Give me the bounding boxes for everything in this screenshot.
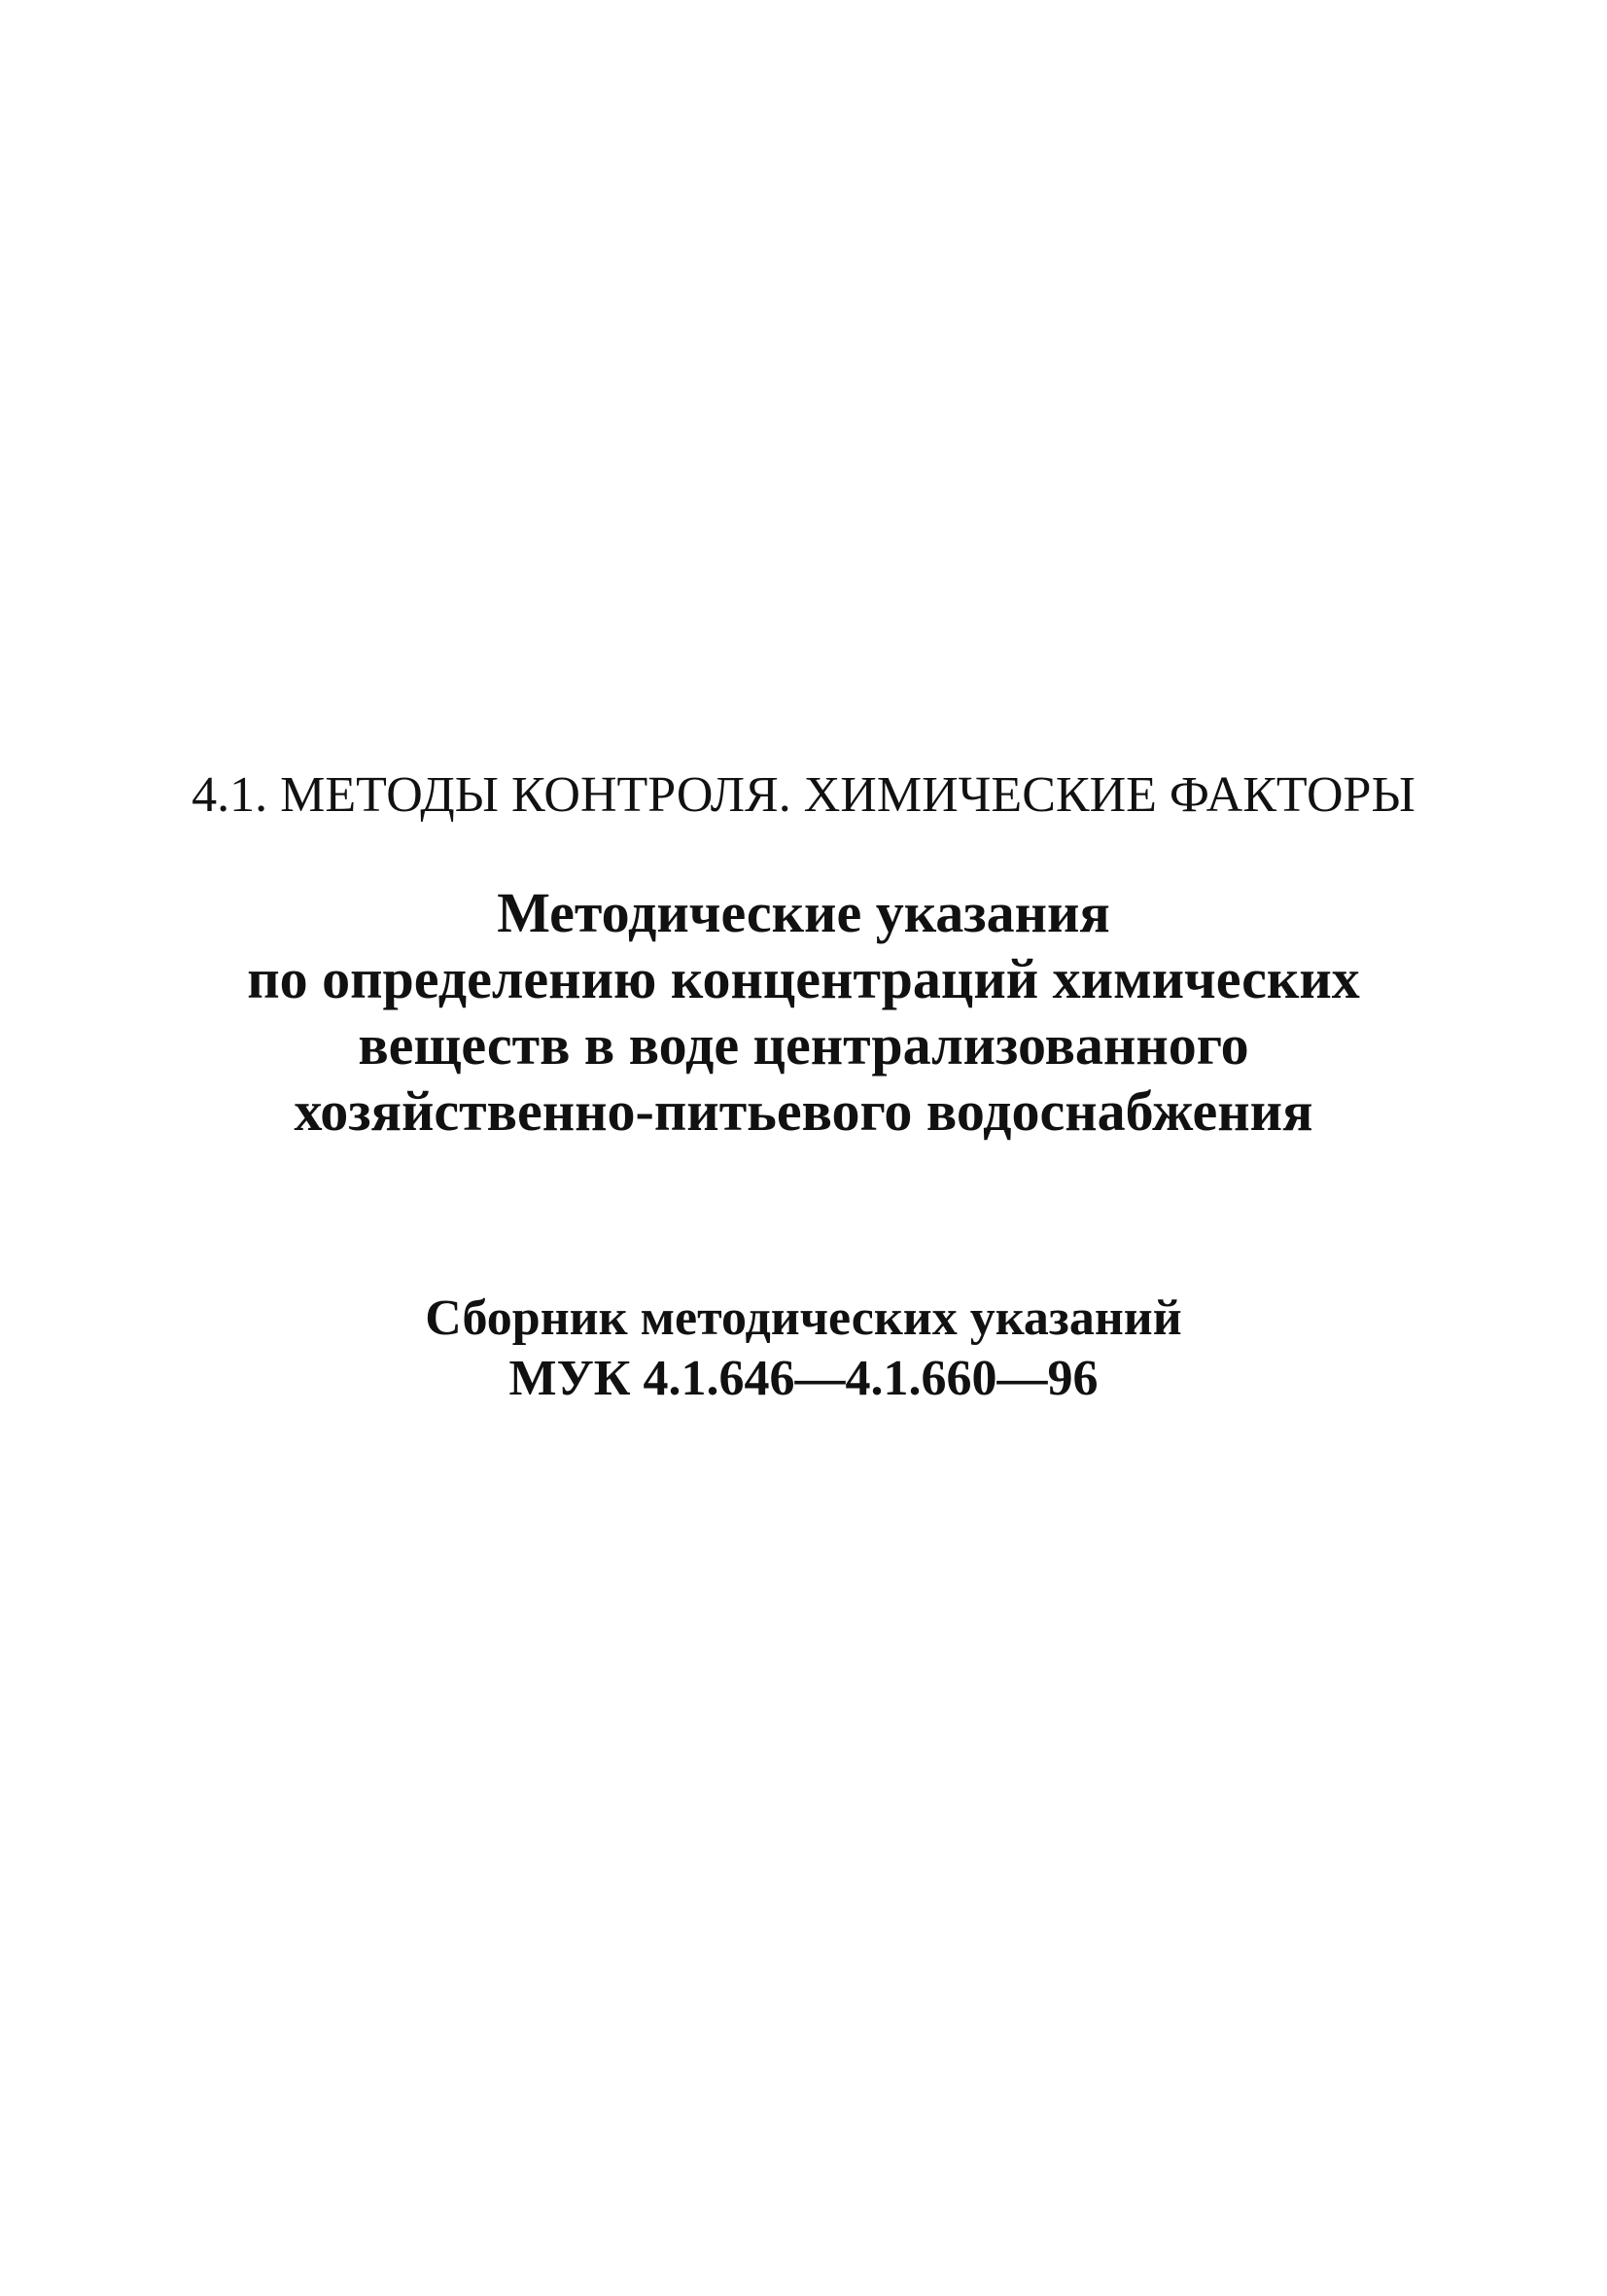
title-line: Методические указания xyxy=(497,881,1110,944)
document-code: МУК 4.1.646—4.1.660—96 xyxy=(508,1351,1099,1406)
title-line: веществ в воде централизованного xyxy=(358,1013,1249,1077)
collection-title: Сборник методических указаний xyxy=(425,1290,1182,1346)
collection-info xyxy=(0,1289,1607,1409)
document-title xyxy=(0,880,1607,1145)
title-line: хозяйственно-питьевого водоснабжения xyxy=(294,1079,1313,1143)
title-line: по определению концентраций химических xyxy=(247,947,1360,1010)
section-heading: 4.1. МЕТОДЫ КОНТРОЛЯ. ХИМИЧЕСКИЕ ФАКТОРЫ xyxy=(192,767,1415,823)
